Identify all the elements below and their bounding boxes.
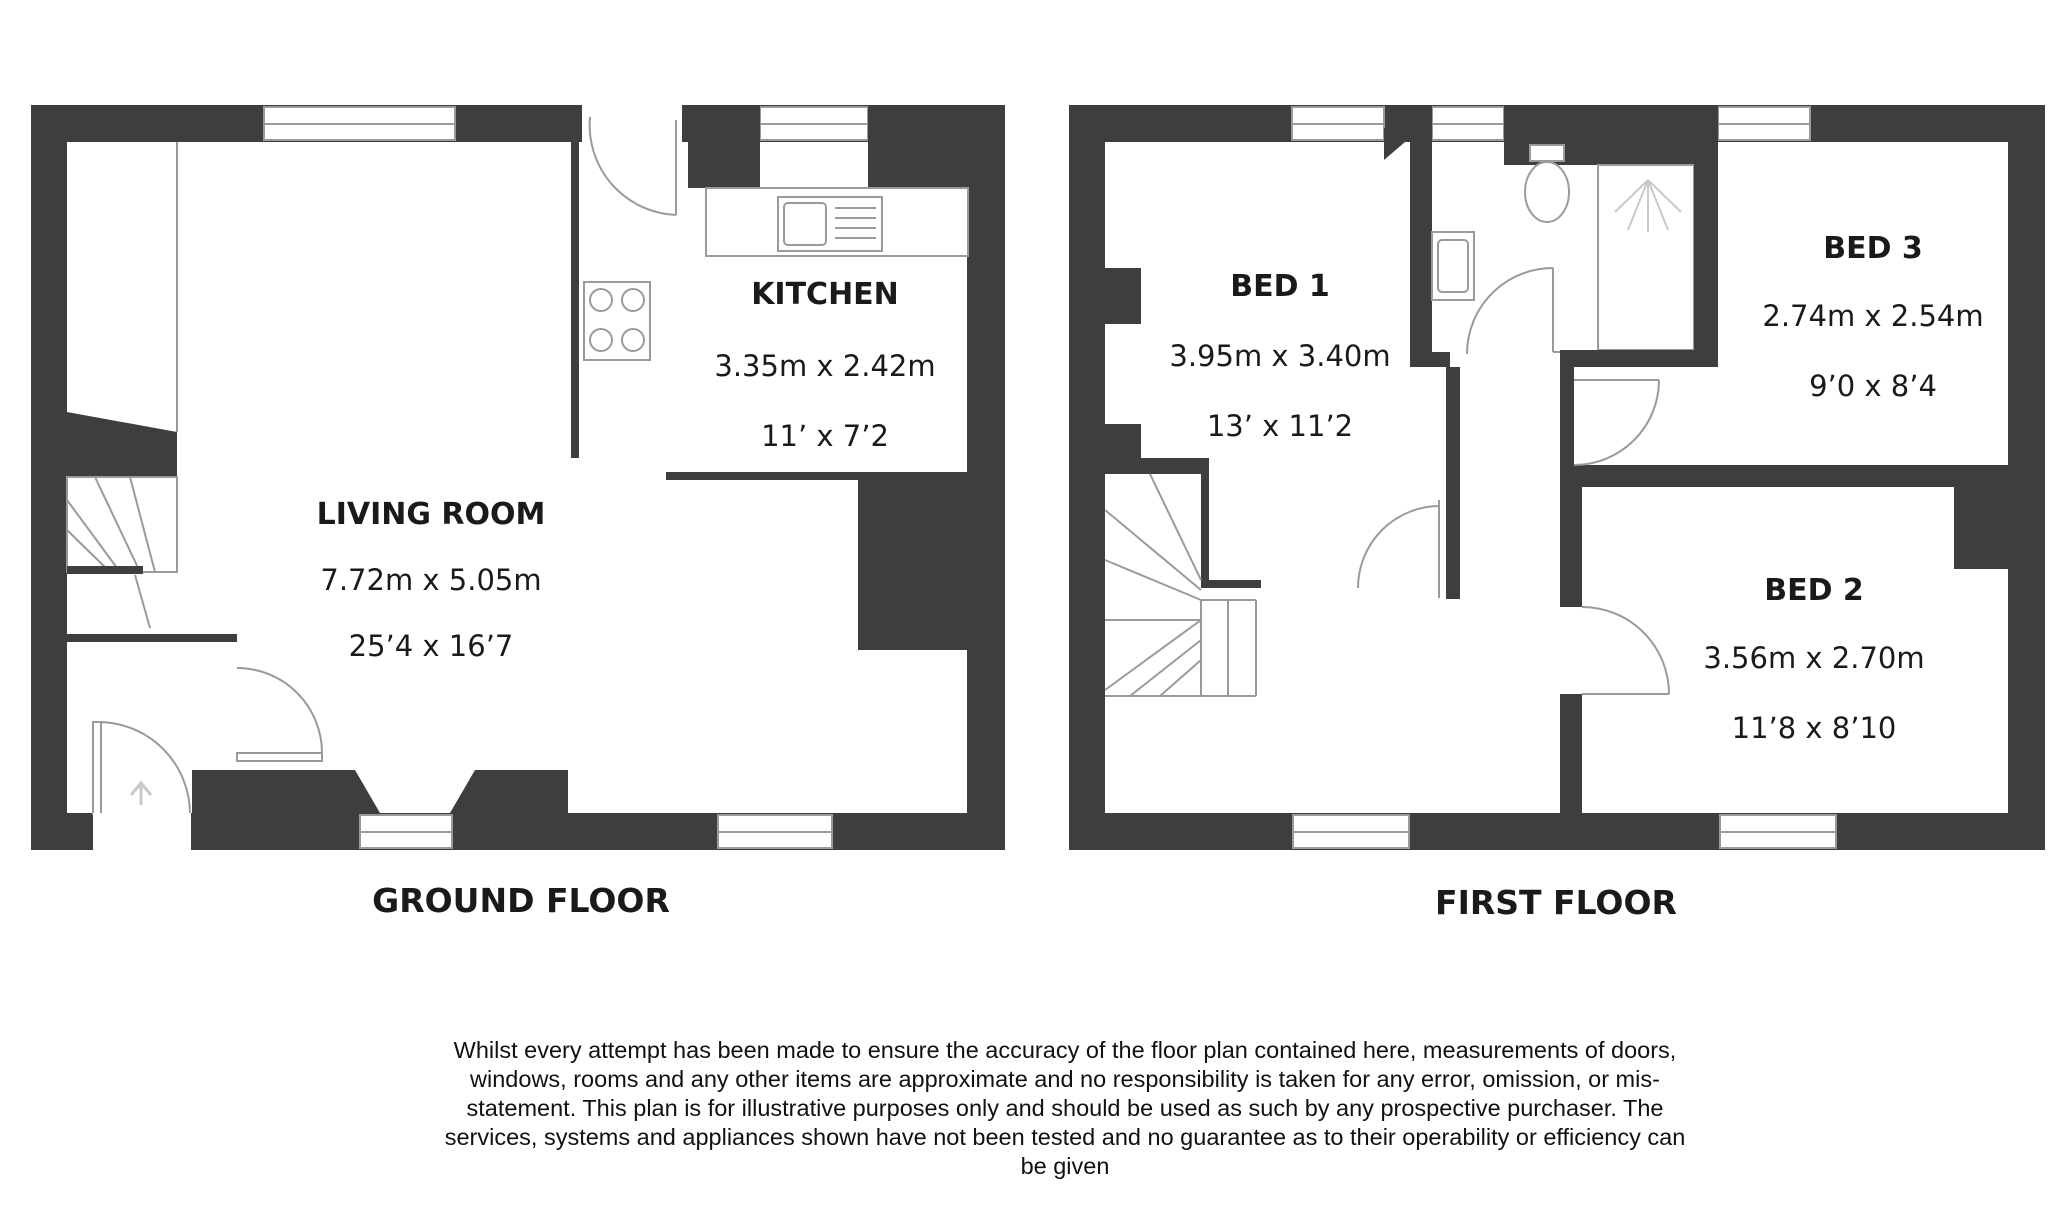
stairs <box>1105 474 1201 696</box>
stairs <box>67 477 177 572</box>
room-dimensions-imperial: 11’8 x 8’10 <box>1731 711 1897 745</box>
room-name: BED 2 <box>1764 573 1864 608</box>
room-name: KITCHEN <box>751 277 899 312</box>
room-dimensions-metric: 3.56m x 2.70m <box>1703 641 1925 675</box>
bath-wall <box>1410 105 1432 367</box>
bay-wall <box>192 770 342 813</box>
chimney-breast <box>858 480 968 650</box>
front-door-gap <box>93 813 191 850</box>
floor-title: FIRST FLOOR <box>1435 883 1677 922</box>
disclaimer-text: Whilst every attempt has been made to ensure the accuracy of the floor plan contained here, measurements of doors, windows, rooms and any other items are approximate and no responsibility is taken for any error, omission, or mis-statement. This plan is for illustrative purposes only and should be used as such by any prospective purchaser. The services, systems and appliances shown have not been tested and no guarantee as to their operability or efficiency can be given <box>444 1037 1686 1179</box>
shower <box>1598 165 1694 350</box>
floor-title: GROUND FLOOR <box>372 881 670 920</box>
chimney-breast <box>1105 424 1141 474</box>
room-name: BED 3 <box>1823 231 1923 266</box>
room-dimensions-imperial: 25’4 x 16’7 <box>348 629 514 663</box>
toilet <box>1530 145 1564 161</box>
bed1-wall <box>1141 458 1209 474</box>
toilet-bowl <box>1525 162 1569 222</box>
room-dimensions-metric: 2.74m x 2.54m <box>1762 299 1984 333</box>
bath-wall <box>1694 142 1718 367</box>
room-dimensions-imperial: 9’0 x 8’4 <box>1809 369 1937 403</box>
room-name: BED 1 <box>1230 269 1330 304</box>
landing-wall <box>1560 487 1582 607</box>
chimney-breast <box>1105 268 1141 324</box>
partition-wall <box>666 472 968 480</box>
bed1-wall <box>1201 580 1261 588</box>
hall-wall <box>67 566 143 574</box>
bay-wall <box>500 770 568 813</box>
bed1-wall <box>1446 367 1460 599</box>
ground-floor-plan <box>31 105 1005 920</box>
chimney-breast <box>868 105 968 188</box>
door-swing <box>1574 380 1659 465</box>
ground-door-gap <box>582 105 682 142</box>
landing-wall <box>1560 367 1574 465</box>
bed1-wall <box>1201 458 1209 588</box>
chimney-breast <box>688 105 760 188</box>
room-name: LIVING ROOM <box>316 497 546 532</box>
partition-wall <box>571 142 579 458</box>
door-swing <box>1467 268 1553 354</box>
room-dimensions-metric: 3.95m x 3.40m <box>1169 339 1391 373</box>
door-swing <box>1582 607 1669 694</box>
landing-wall <box>1560 694 1582 813</box>
bath-wall <box>1412 352 1450 367</box>
room-dimensions-metric: 7.72m x 5.05m <box>320 563 542 597</box>
chimney-breast <box>1954 487 2008 569</box>
door-swing <box>1358 506 1440 588</box>
room-dimensions-imperial: 13’ x 11’2 <box>1206 409 1354 443</box>
landing-wall <box>1560 465 2008 487</box>
first-floor-plan <box>1069 105 2045 922</box>
room-dimensions-metric: 3.35m x 2.42m <box>714 349 936 383</box>
room-dimensions-imperial: 11’ x 7’2 <box>761 419 889 453</box>
bath-wall <box>1560 350 1718 367</box>
hall-wall <box>67 634 237 642</box>
